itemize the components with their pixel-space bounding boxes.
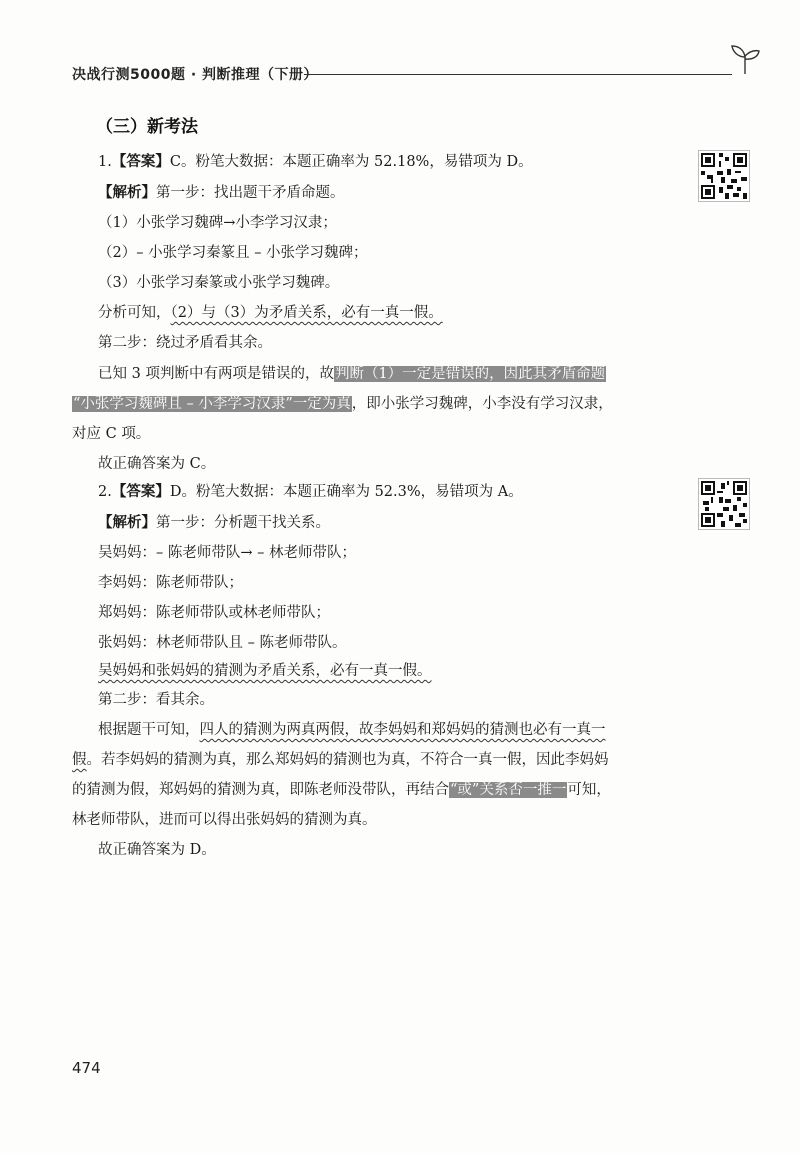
qr-code-icon bbox=[698, 478, 750, 530]
q2-reasoning-line-2 bbox=[72, 750, 609, 770]
text-span: ，即小张学习魏碑，小李没有学习汉隶， bbox=[351, 396, 613, 412]
q1-step-2: 第二步：绕过矛盾看其余。 bbox=[98, 335, 272, 351]
section-title: （三）新考法 bbox=[96, 117, 198, 137]
q1-proposition-1: （1）小张学习魏碑→小李学习汉隶； bbox=[98, 215, 337, 231]
text-span: 的猜测为假，郑妈妈的猜测为真，即陈老师没带队，再结合 bbox=[72, 782, 449, 798]
q2-answer-text: D。粉笔大数据：本题正确率为 52.3%，易错项为 A。 bbox=[169, 484, 523, 500]
q1-reasoning-line-1 bbox=[98, 364, 606, 384]
q2-statement-zheng: 郑妈妈：陈老师带队或林老师带队； bbox=[98, 605, 330, 621]
q2-contradiction-line bbox=[98, 661, 432, 681]
highlighted-text: 判断（1）一定是错误的，因此其矛盾命题 bbox=[334, 366, 606, 382]
text-span: 可知， bbox=[567, 782, 611, 798]
page-number: 474 bbox=[72, 1059, 101, 1077]
q1-analysis-conclusion bbox=[98, 303, 443, 323]
answer-tag: 【答案】 bbox=[111, 153, 170, 170]
q2-statement-li: 李妈妈：陈老师带队； bbox=[98, 575, 243, 591]
highlighted-text: “或”关系否一推一 bbox=[450, 782, 567, 798]
analysis-tag: 【解析】 bbox=[98, 184, 156, 201]
q2-reasoning-line-3 bbox=[72, 780, 611, 800]
text-span: 根据题干可知， bbox=[98, 722, 200, 738]
q2-statement-wu: 吴妈妈：– 陈老师带队→ – 林老师带队； bbox=[98, 545, 356, 561]
q1-final-answer: 故正确答案为 C。 bbox=[98, 456, 216, 472]
q2-analysis-text: 第一步：分析题干找关系。 bbox=[156, 515, 330, 531]
book-title: 决战行测5000题 · 判断推理（下册） bbox=[72, 67, 319, 83]
q2-number: 2. bbox=[98, 484, 112, 500]
text-span: 已知 3 项判断中有两项是错误的，故 bbox=[98, 366, 334, 382]
sprout-icon bbox=[728, 42, 762, 76]
answer-tag: 【答案】 bbox=[111, 483, 170, 500]
q2-final-answer: 故正确答案为 D。 bbox=[98, 842, 216, 858]
running-header bbox=[72, 64, 762, 88]
q2-answer-line bbox=[98, 482, 523, 502]
q1-reasoning-line-3: 对应 C 项。 bbox=[72, 426, 151, 442]
wavy-underlined-text: （2）与（3）为矛盾关系，必有一真一假。 bbox=[170, 305, 443, 321]
wavy-underlined-text: 四人的猜测为两真两假，故李妈妈和郑妈妈的猜测也必有一真一 bbox=[199, 722, 606, 738]
wavy-underlined-text: 吴妈妈和张妈妈的猜测为矛盾关系，必有一真一假。 bbox=[98, 663, 432, 679]
qr-code-icon bbox=[698, 150, 750, 202]
q1-number: 1. bbox=[98, 154, 112, 170]
text-span: 分析可知， bbox=[98, 305, 171, 321]
q1-answer-text: C。粉笔大数据：本题正确率为 52.18%，易错项为 D。 bbox=[169, 154, 533, 170]
q2-reasoning-line-4: 林老师带队，进而可以得出张妈妈的猜测为真。 bbox=[72, 812, 377, 828]
wavy-underlined-text: 假 bbox=[72, 752, 87, 768]
q1-analysis-line bbox=[98, 183, 345, 203]
q2-statement-zhang: 张妈妈：林老师带队且 – 陈老师带队。 bbox=[98, 635, 347, 651]
header-rule bbox=[304, 74, 732, 75]
highlighted-text: “小张学习魏碑且 – 小李学习汉隶”一定为真 bbox=[73, 396, 351, 412]
q1-analysis-text: 第一步：找出题干矛盾命题。 bbox=[156, 185, 345, 201]
q2-step-2: 第二步：看其余。 bbox=[98, 692, 214, 708]
q1-answer-line bbox=[98, 152, 533, 172]
q2-analysis-line bbox=[98, 513, 330, 533]
q1-proposition-2: （2）– 小张学习秦篆且 – 小张学习魏碑； bbox=[98, 245, 368, 261]
analysis-tag: 【解析】 bbox=[98, 514, 156, 531]
q2-reasoning-line-1 bbox=[98, 720, 606, 740]
q1-proposition-3: （3）小张学习秦篆或小张学习魏碑。 bbox=[98, 275, 340, 291]
text-span: 。若李妈妈的猜测为真，那么郑妈妈的猜测也为真，不符合一真一假，因此李妈妈 bbox=[86, 752, 609, 768]
q1-reasoning-line-2 bbox=[72, 394, 613, 414]
